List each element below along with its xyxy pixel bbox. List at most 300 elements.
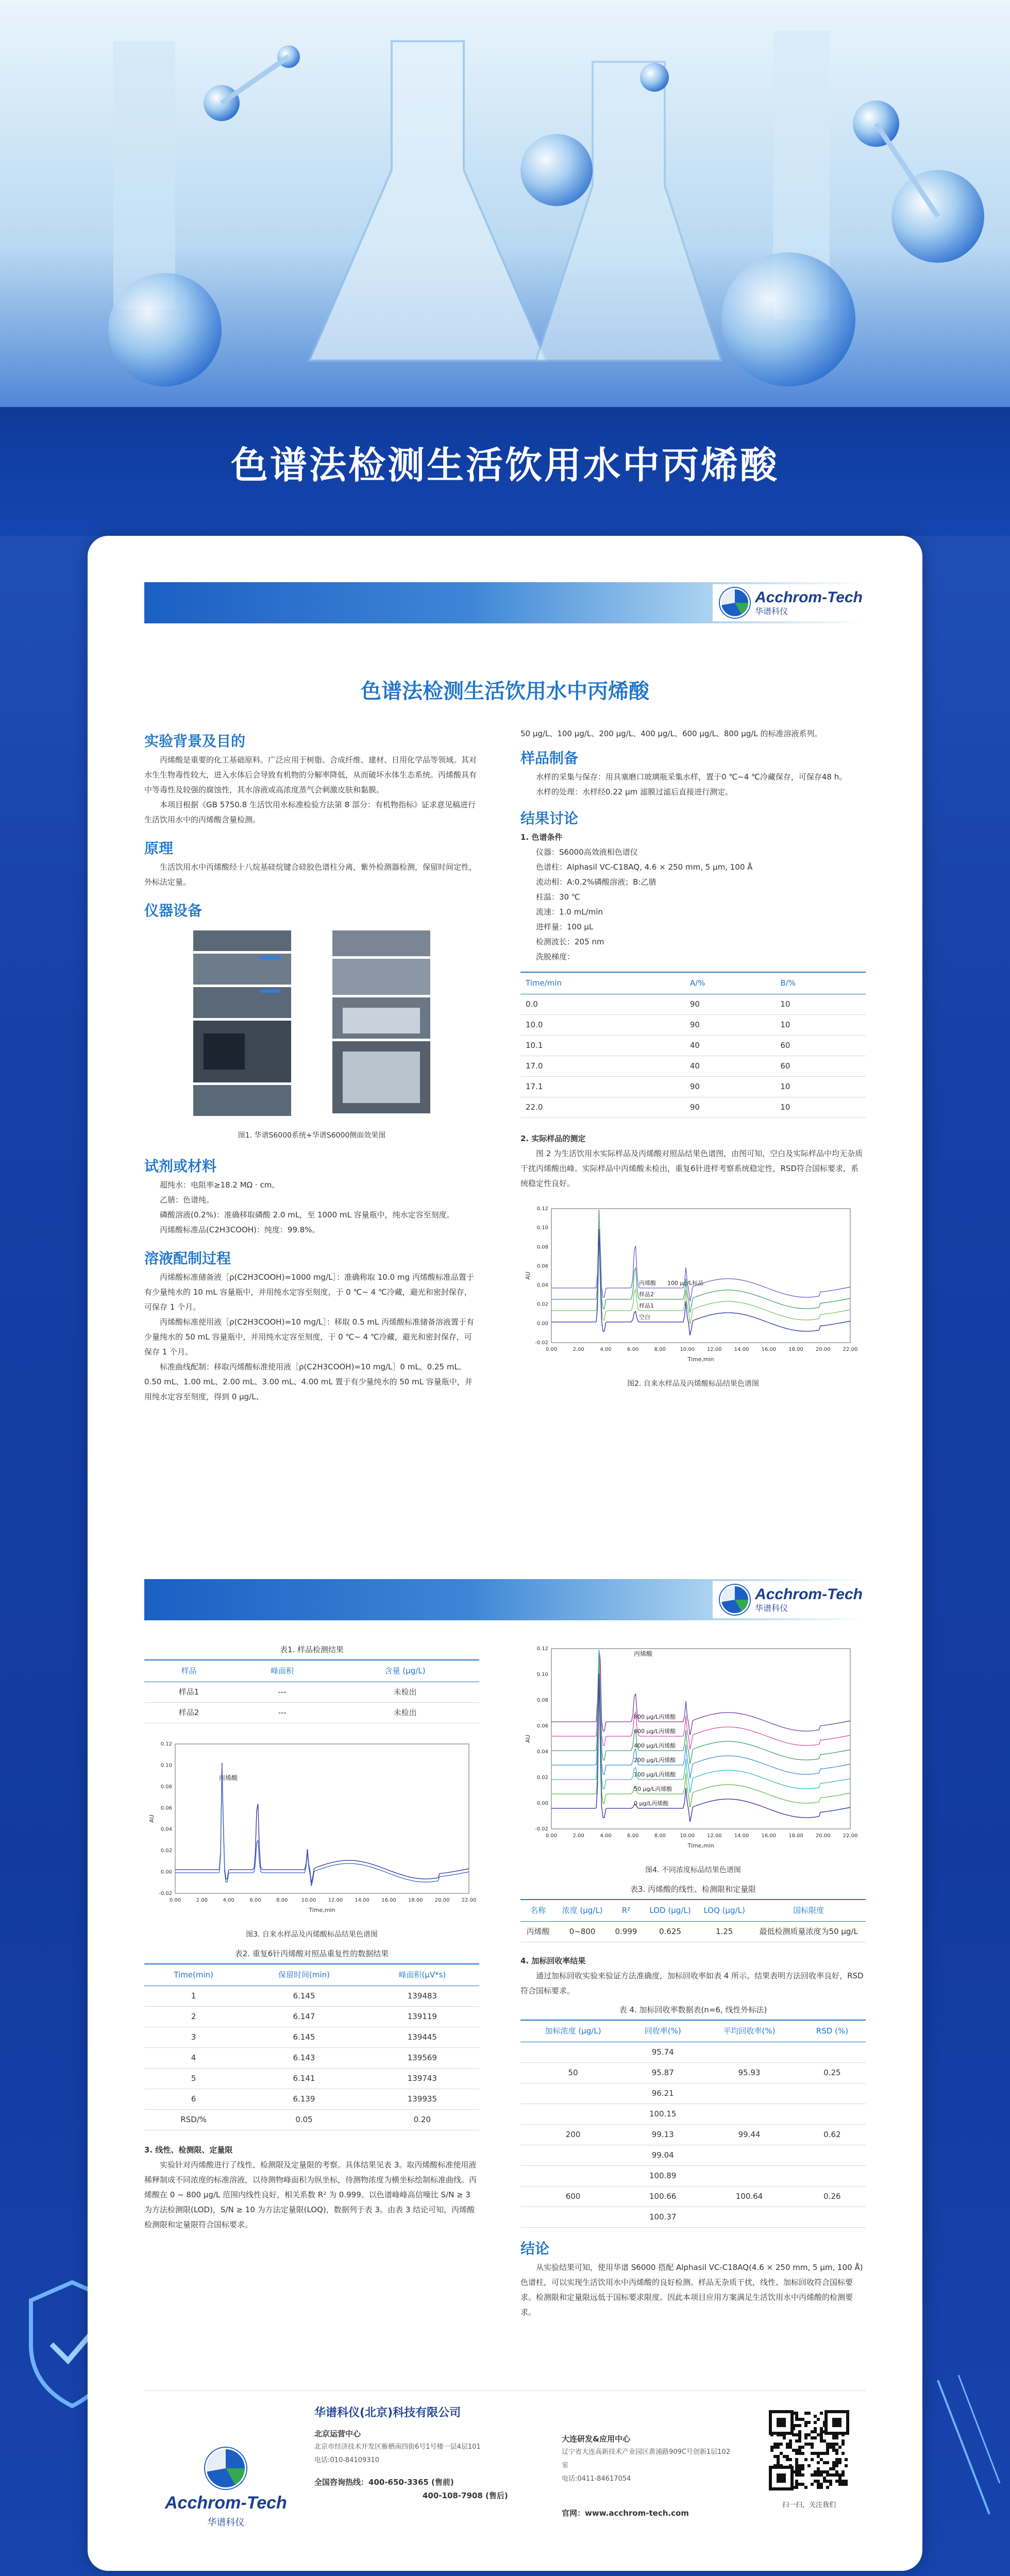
table-cell: 未检出 <box>331 1703 479 1723</box>
x-axis-label: Time,min <box>309 1907 335 1913</box>
table-cell: --- <box>233 1703 331 1723</box>
gradient-table <box>520 972 866 1118</box>
heading-instrument: 仪器设备 <box>144 902 203 919</box>
x-tick-label: 18.00 <box>788 1833 803 1839</box>
y-tick-label: 0.00 <box>160 1869 172 1875</box>
table-row <box>520 2187 866 2207</box>
table-cell: 99.13 <box>626 2125 700 2145</box>
table-cell: 99.44 <box>700 2125 799 2145</box>
right-column-1 <box>520 726 866 1392</box>
hero-image <box>0 0 1010 412</box>
fig4-caption: 图4. 不同浓度标品结果色谱图 <box>645 1866 741 1874</box>
x-tick-label: 16.00 <box>761 1347 777 1352</box>
x-tick-label: 10.00 <box>680 1833 695 1839</box>
table3-title: 表3. 丙烯酸的线性、检测限和定量限 <box>630 1885 756 1894</box>
table-row <box>520 1097 866 1118</box>
series-label: 丙烯酸 <box>639 1280 656 1286</box>
table-cell <box>799 2104 866 2125</box>
heading-solution: 溶液配制过程 <box>144 1250 231 1267</box>
table-cell: 最低检测质量浓度为50 μg/L <box>751 1922 866 1942</box>
y-axis-label: AU <box>525 1735 531 1743</box>
dalian-address: 辽宁省大连高新技术产业园区黄浦路909C号创新1层102室 <box>562 2448 730 2469</box>
y-tick-label: 0.00 <box>536 1801 548 1806</box>
logo-icon <box>720 1585 750 1615</box>
reagent-item: 乙腈：色谱纯。 <box>160 1195 214 1205</box>
table-cell: 95.93 <box>700 2063 799 2083</box>
table-cell: 90 <box>685 1015 776 1036</box>
table-row <box>520 1056 866 1077</box>
y-tick-label: 0.00 <box>536 1320 548 1327</box>
y-tick-label: 0.10 <box>536 1672 548 1677</box>
x-tick-label: 10.00 <box>680 1347 695 1352</box>
table-cell: 10 <box>775 1077 866 1097</box>
table-cell: 0.625 <box>643 1922 697 1942</box>
series-label: 200 μg/L丙烯酸 <box>634 1757 676 1764</box>
peak-label: 丙烯酸 <box>634 1650 653 1657</box>
fig2-caption: 图2. 自来水样品及丙烯酸标品结果色谱图 <box>627 1380 759 1388</box>
table-header: LOQ (μg/L) <box>697 1900 751 1922</box>
brand-name-cn: 华谱科仪 <box>755 1603 788 1613</box>
website-label: 官网： <box>562 2509 585 2518</box>
table-row <box>520 1922 866 1942</box>
condition-item: 流动相：A:0.2%磷酸溶液；B:乙腈 <box>536 877 656 887</box>
table-cell <box>799 2145 866 2166</box>
subheading-sample-test: 2. 实际样品的测定 <box>520 1134 586 1143</box>
table-cell: 5 <box>144 2069 243 2089</box>
table-row <box>520 994 866 1015</box>
condition-item: 检测波长：205 nm <box>536 937 604 946</box>
condition-item: 仪器：S6000高效液相色谱仪 <box>536 848 638 857</box>
table-row <box>144 1682 479 1703</box>
x-tick-label: 6.00 <box>249 1897 261 1903</box>
footer-dalian <box>562 2432 732 2520</box>
header-bar-2 <box>144 1579 866 1620</box>
footer-logo <box>165 2448 287 2529</box>
reagent-item: 超纯水：电阻率≥18.2 MΩ · cm。 <box>160 1180 280 1190</box>
y-tick-label: 0.02 <box>536 1775 548 1781</box>
x-tick-label: 8.00 <box>654 1347 666 1352</box>
table-cell: 0.20 <box>365 2110 479 2130</box>
heading-results: 结果讨论 <box>520 810 579 827</box>
table-cell: 139119 <box>365 2007 479 2027</box>
table-header: 保留时间(min) <box>243 1964 365 1986</box>
brand-name-cn: 华谱科仪 <box>207 2517 245 2528</box>
table-row <box>144 1703 479 1723</box>
series-label: 400 μg/L丙烯酸 <box>634 1742 676 1749</box>
series-label: 800 μg/L丙烯酸 <box>634 1714 676 1720</box>
table-header: Time(min) <box>144 1964 243 1986</box>
x-tick-label: 18.00 <box>788 1347 803 1352</box>
table-cell: 50 <box>520 2063 626 2083</box>
table2 <box>144 1963 479 2130</box>
peak-label: 丙烯酸 <box>219 1774 238 1782</box>
heading-conclusion: 结论 <box>520 2240 550 2257</box>
table-row <box>520 2145 866 2166</box>
x-tick-label: 8.00 <box>276 1897 288 1903</box>
table-cell: 99.04 <box>626 2145 700 2166</box>
series-label: 样品1 <box>639 1302 654 1309</box>
table-row <box>520 1015 866 1036</box>
instrument-images <box>144 925 479 1121</box>
table-cell <box>700 2166 799 2187</box>
table-cell: 90 <box>685 1077 776 1097</box>
subheading-linearity: 3. 线性、检测限、定量限 <box>144 2145 233 2155</box>
table-cell: 17.1 <box>520 1077 685 1097</box>
x-tick-label: 2.00 <box>573 1833 584 1839</box>
table-header: 含量 (μg/L) <box>331 1660 479 1682</box>
table-cell: 未检出 <box>331 1682 479 1703</box>
qr-code-icon[interactable] <box>765 2406 853 2494</box>
y-tick-label: -0.02 <box>535 1826 548 1832</box>
series-line <box>551 1650 850 1750</box>
left-column-1 <box>144 726 479 1404</box>
x-tick-label: 4.00 <box>600 1347 612 1352</box>
poster-card <box>88 536 922 2571</box>
table-cell: 100.89 <box>626 2166 700 2187</box>
table-cell: 0.999 <box>609 1922 643 1942</box>
x-tick-label: 4.00 <box>223 1897 234 1903</box>
y-tick-label: 0.10 <box>536 1225 548 1231</box>
brand-logo <box>713 584 866 621</box>
solution-text-1: 丙烯酸标准储备液［ρ(C2H3COOH)=1000 mg/L］：准确称取 10.0 mg 丙烯酸标准品置于有少量纯水的 10 mL 容量瓶中，并用纯水定容至刻度，于 0 ℃~ 4 ℃冷藏，避光和密封保存，可保存 1 个月。 <box>144 1273 474 1312</box>
y-tick-label: 0.06 <box>160 1805 172 1811</box>
heading-sample: 样品制备 <box>520 750 579 767</box>
solution-text-4: 50 μg/L、100 μg/L、200 μg/L、400 μg/L、600 μg/L、800 μg/L 的标准溶液系列。 <box>520 729 822 738</box>
brand-name-en: Acchrom-Tech <box>165 2493 287 2513</box>
principle-text: 生活饮用水中丙烯酸经十八烷基硅烷键合硅胶色谱柱分离，紫外检测器检测，保留时间定性，外标法定量。 <box>144 862 477 887</box>
fig4-chromatogram <box>520 1638 861 1855</box>
x-tick-label: 12.00 <box>328 1897 343 1903</box>
y-tick-label: 0.08 <box>536 1698 548 1703</box>
x-tick-label: 14.00 <box>355 1897 370 1903</box>
table-header: 名称 <box>520 1900 556 1922</box>
background-text-1: 丙烯酸是重要的化工基础原料。广泛应用于树脂、合成纤维、建材、日用化学品等领域。其对水生生物毒性较大，进入水体后会导致有机物的分解率降低，从而破坏水体生态系统。丙烯酸具有中等毒性及较强的腐蚀性，其水溶液或高浓度蒸气会刺激皮肤和黏膜。 <box>144 755 477 794</box>
x-tick-label: 6.00 <box>627 1833 639 1839</box>
table-cell: 200 <box>520 2125 626 2145</box>
series-label: 100 μg/L丙烯酸 <box>634 1771 676 1778</box>
x-tick-label: 20.00 <box>815 1347 831 1352</box>
heading-principle: 原理 <box>144 840 174 857</box>
table-cell: 139935 <box>365 2089 479 2110</box>
x-tick-label: 0.00 <box>545 1833 558 1839</box>
table-cell: 0.0 <box>520 994 685 1015</box>
table-cell: 100.37 <box>626 2207 700 2228</box>
dalian-title: 大连研发&应用中心 <box>562 2434 631 2444</box>
brand-name-cn: 华谱科仪 <box>755 606 788 616</box>
table-cell: 90 <box>685 994 776 1015</box>
x-tick-label: 14.00 <box>734 1347 749 1352</box>
fig1-caption: 图1. 华谱S6000系统+华谱S6000侧面效果图 <box>238 1131 386 1140</box>
background-text-2: 本项目根据《GB 5750.8 生活饮用水标准检验方法第 8 部分：有机物指标》证求意见稿进行生活饮用水中的丙烯酸含量检测。 <box>144 800 476 824</box>
x-tick-label: 20.00 <box>815 1833 831 1839</box>
condition-item: 洗脱梯度： <box>536 952 575 961</box>
table-cell: 96.21 <box>626 2083 700 2104</box>
poster-title: 色谱法检测生活饮用水中丙烯酸 <box>361 680 649 703</box>
x-tick-label: 2.00 <box>196 1897 208 1903</box>
table-cell: 0.05 <box>243 2110 365 2130</box>
series-line <box>551 1210 850 1301</box>
table-cell: 6 <box>144 2089 243 2110</box>
left-column-2 <box>144 1638 479 2232</box>
qr-caption: 扫一扫，关注我们 <box>782 2501 836 2509</box>
recovery-text: 通过加标回收实验来验证方法准确度，加标回收率如表 4 所示。结果表明方法回收率良好，RSD 符合国标要求。 <box>520 1971 864 1995</box>
table-cell: 0.26 <box>799 2187 866 2207</box>
x-tick-label: 12.00 <box>707 1347 722 1352</box>
sample-text-2: 水样的处理：水样经0.22 μm 滤膜过滤后直接进行测定。 <box>536 787 733 796</box>
table-cell <box>520 2104 626 2125</box>
footer-beijing <box>314 2406 531 2502</box>
table-header: 峰面积 <box>233 1660 331 1682</box>
plot-frame <box>551 1209 850 1343</box>
fig2-chromatogram <box>520 1198 861 1368</box>
fig3-caption: 图3. 自来水样品及丙烯酸标品结果色谱图 <box>246 1930 378 1939</box>
table-cell: 6.139 <box>243 2089 365 2110</box>
conclusion-text: 从实验结果可知，使用华谱 S6000 搭配 Alphasil VC-C18AQ(4.6 × 250 mm, 5 μm, 100 Å)色谱柱，可以实现生活饮用水中丙烯酸的良好检测。样品无杂质干扰，线性、加标回收符合国标要求。检测限和定量限远低于国标要求限度。因此本项目应用方案满足生活饮用水中丙烯酸的检测要求。 <box>520 2263 863 2317</box>
solution-text-2: 丙烯酸标准使用液［ρ(C2H3COOH)=10 mg/L］：移取 0.5 mL 丙烯酸标准储备溶液置于有少量纯水的 50 mL 容量瓶中，并用纯水定容至刻度，于 0 ℃~ 4 ℃冷藏，避光和密封保存，可保存 1 个月。 <box>144 1317 475 1357</box>
x-tick-label: 22.00 <box>461 1897 477 1903</box>
table-row <box>520 1036 866 1056</box>
table-cell: 6.147 <box>243 2007 365 2027</box>
x-tick-label: 20.00 <box>434 1897 450 1903</box>
hotline-label: 全国咨询热线： <box>314 2478 369 2487</box>
condition-item: 色谱柱：Alphasil VC-C18AQ, 4.6 × 250 mm, 5 μm, 100 Å <box>536 862 753 872</box>
table-cell: 10.1 <box>520 1036 685 1056</box>
table-cell: 100.15 <box>626 2104 700 2125</box>
table-cell: 100.66 <box>626 2187 700 2207</box>
lab-glassware-illustration <box>0 0 1010 412</box>
brand-logo <box>713 1581 866 1618</box>
table-header: R² <box>609 1900 643 1922</box>
y-axis-label: AU <box>148 1815 155 1823</box>
y-tick-label: 0.04 <box>536 1282 548 1289</box>
condition-item: 进样量：100 μL <box>536 922 594 931</box>
table-cell: 22.0 <box>520 1097 685 1118</box>
table-cell: 10 <box>775 1097 866 1118</box>
table-cell: 6.145 <box>243 2027 365 2048</box>
sample-test-text: 图 2 为生活饮用水实际样品及丙烯酸对照品结果色谱图，由图可知，空白及实际样品中均无杂质干扰丙烯酸出峰。实际样品中丙烯酸未检出，重复6针进样考察系统稳定性，RSD符合国标要求，系统稳定性良好。 <box>520 1149 863 1188</box>
table-header: 平均回收率(%) <box>700 2020 799 2042</box>
table-cell: 1 <box>144 1986 243 2007</box>
y-tick-label: 0.04 <box>160 1826 172 1833</box>
logo-icon <box>205 2448 246 2489</box>
sample-text-1: 水样的采集与保存：用具塞磨口玻璃瓶采集水样，置于0 ℃~4 ℃冷藏保存，可保存48 h。 <box>536 772 847 782</box>
table-row <box>144 2007 479 2027</box>
table4-title: 表 4. 加标回收率数据表(n=6, 线性外标法) <box>619 2005 767 2014</box>
table-cell: 0~800 <box>556 1922 609 1942</box>
table-cell <box>700 2207 799 2228</box>
table-row <box>520 2063 866 2083</box>
lines-decoration <box>928 2370 1005 2524</box>
series-label: 50 μg/L丙烯酸 <box>634 1786 672 1792</box>
table-row <box>520 2104 866 2125</box>
table-cell: 95.87 <box>626 2063 700 2083</box>
x-tick-label: 22.00 <box>843 1347 858 1352</box>
table-row <box>144 1986 479 2007</box>
table-cell: 60 <box>775 1036 866 1056</box>
table-header: 样品 <box>144 1660 233 1682</box>
x-tick-label: 18.00 <box>408 1897 423 1903</box>
series-line <box>551 1650 850 1778</box>
solution-text-3: 标准曲线配制：移取丙烯酸标准使用液［ρ(C2H3COOH)=10 mg/L］0 mL、0.25 mL、0.50 mL、1.00 mL、2.00 mL、3.00 mL、4.00 mL 置于有少量纯水的 50 mL 容量瓶中，并用纯水定容至刻度，得到 0 μg/L、 <box>144 1362 473 1401</box>
table-cell: 丙烯酸 <box>520 1922 556 1942</box>
reagent-item: 磷酸溶液(0.2%)：准确移取磷酸 2.0 mL，至 1000 mL 容量瓶中，纯水定容至刻度。 <box>160 1210 454 1219</box>
table-row <box>144 2027 479 2048</box>
x-tick-label: 6.00 <box>627 1347 639 1352</box>
table-row <box>144 2110 479 2130</box>
y-tick-label: 0.12 <box>160 1741 172 1747</box>
table-cell: 6.143 <box>243 2048 365 2069</box>
series-label: 样品2 <box>639 1291 654 1298</box>
table3 <box>520 1899 866 1942</box>
table-cell <box>520 2145 626 2166</box>
table-header: RSD (%) <box>799 2020 866 2042</box>
table-cell: 139743 <box>365 2069 479 2089</box>
table-cell: 2 <box>144 2007 243 2027</box>
reagent-item: 丙烯酸标准品(C2H3COOH)：纯度：99.8%。 <box>160 1225 320 1234</box>
x-tick-label: 22.00 <box>843 1833 858 1839</box>
x-tick-label: 2.00 <box>573 1347 584 1352</box>
table-cell <box>520 2207 626 2228</box>
table-cell: 0.62 <box>799 2125 866 2145</box>
x-tick-label: 16.00 <box>761 1833 777 1839</box>
y-tick-label: 0.06 <box>536 1723 548 1729</box>
logo-icon <box>720 588 750 618</box>
table-row <box>144 2048 479 2069</box>
table-row <box>144 2089 479 2110</box>
table-cell <box>700 2104 799 2125</box>
table-cell: 样品2 <box>144 1703 233 1723</box>
table4 <box>520 2020 866 2228</box>
subheading-conditions: 1. 色谱条件 <box>520 833 563 842</box>
table-row <box>520 2166 866 2187</box>
y-tick-label: 0.10 <box>160 1762 172 1769</box>
brand-name-en: Acchrom-Tech <box>755 589 863 606</box>
x-axis-label: Time,min <box>687 1356 714 1363</box>
table-header: LOD (μg/L) <box>643 1900 697 1922</box>
x-tick-label: 12.00 <box>707 1833 722 1839</box>
series-line <box>551 1218 850 1324</box>
y-tick-label: 0.08 <box>536 1244 548 1250</box>
table-cell <box>799 2083 866 2104</box>
table-cell: RSD/% <box>144 2110 243 2130</box>
company-name: 华谱科仪(北京)科技有限公司 <box>314 2406 461 2419</box>
x-tick-label: 4.00 <box>600 1833 612 1839</box>
table-header: 浓度 (μg/L) <box>556 1900 609 1922</box>
table-cell: 10.0 <box>520 1015 685 1036</box>
table-row <box>144 2069 479 2089</box>
table-cell <box>700 2042 799 2063</box>
hplc-front-image <box>183 925 301 1121</box>
table-cell <box>799 2166 866 2187</box>
x-tick-label: 8.00 <box>654 1833 666 1839</box>
x-axis-label: Time,min <box>687 1842 714 1849</box>
table-cell: 40 <box>685 1056 776 1077</box>
beijing-address: 北京市经济技术开发区雁栖南四街6号1号楼一层4层101 <box>314 2443 481 2451</box>
y-tick-label: 0.06 <box>536 1263 548 1269</box>
table-cell: --- <box>233 1682 331 1703</box>
series-line <box>551 1650 850 1735</box>
subheading-recovery: 4. 加标回收率结果 <box>520 1956 586 1965</box>
y-tick-label: -0.02 <box>535 1340 548 1346</box>
table-cell: 0.25 <box>799 2063 866 2083</box>
website-link[interactable]: www.acchrom-tech.com <box>585 2509 689 2518</box>
table-cell <box>799 2042 866 2063</box>
table-row <box>520 2125 866 2145</box>
right-column-2 <box>520 1638 866 2320</box>
table-header: 回收率(%) <box>626 2020 700 2042</box>
table-header: A/% <box>685 972 776 994</box>
table-row <box>520 2083 866 2104</box>
x-tick-label: 14.00 <box>734 1833 749 1839</box>
table-row <box>520 2207 866 2228</box>
hotline-aftersale: 400-108-7908 (售后) <box>423 2491 508 2500</box>
plot-frame <box>551 1649 850 1829</box>
linearity-text: 实验针对丙烯酸进行了线性、检测限及定量限的考察。具体结果见表 3。取丙烯酸标准使用液稀释制成不同浓度的标准溶液，以待测物峰面积为纵坐标，待测物浓度为横坐标绘制标准曲线。丙烯酸在 0 ~ 800 μg/L 范围内线性良好，相关系数 R² 为 0.999。以色谱峰峰高信噪比 S/N ≥ 3 为方法检测限(LOD)，S/N ≥ 10 为方法定量限(LOQ)，数据列于表 3。由表 3 结论可知，丙烯酸检测限和定量限符合国标要求。 <box>144 2160 477 2229</box>
table-cell: 40 <box>685 1036 776 1056</box>
dalian-phone: 电话:0411-84617054 <box>562 2475 631 2483</box>
hplc-side-image <box>322 925 441 1121</box>
footer <box>144 2391 866 2561</box>
table-cell <box>700 2083 799 2104</box>
series-line <box>551 1650 850 1764</box>
table-cell: 10 <box>775 1015 866 1036</box>
fig3-chromatogram <box>144 1734 479 1919</box>
condition-item: 流速：1.0 mL/min <box>536 907 603 917</box>
table-cell <box>799 2207 866 2228</box>
table-cell: 90 <box>685 1097 776 1118</box>
brand-name-en: Acchrom-Tech <box>755 1586 863 1603</box>
table-cell: 139445 <box>365 2027 479 2048</box>
y-tick-label: 0.12 <box>536 1646 548 1652</box>
table-cell: 6.145 <box>243 1986 365 2007</box>
x-tick-label: 0.00 <box>545 1347 558 1352</box>
table1-title: 表1. 样品检测结果 <box>279 1645 344 1654</box>
table-cell: 95.74 <box>626 2042 700 2063</box>
table-cell <box>700 2145 799 2166</box>
table-header: B/% <box>775 972 866 994</box>
table-cell <box>520 2083 626 2104</box>
table-cell: 139483 <box>365 1986 479 2007</box>
table-header: Time/min <box>520 972 685 994</box>
series-label: 0 μg/L丙烯酸 <box>634 1800 669 1807</box>
table-cell: 10 <box>775 994 866 1015</box>
table-header: 国标限度 <box>751 1900 866 1922</box>
table2-title: 表2. 重复6针丙烯酸对照品重复性的数据结果 <box>234 1949 389 1958</box>
heading-background: 实验背景及目的 <box>144 733 246 750</box>
series-label-extra: 100 μg/L标品 <box>667 1280 704 1286</box>
table-cell: 6.141 <box>243 2069 365 2089</box>
y-axis-label: AU <box>525 1272 531 1280</box>
table-row <box>520 1077 866 1097</box>
heading-reagents: 试剂或材料 <box>144 1158 217 1175</box>
y-tick-label: 0.02 <box>160 1848 172 1854</box>
table-cell <box>520 2166 626 2187</box>
table-cell: 3 <box>144 2027 243 2048</box>
table-cell: 样品1 <box>144 1682 233 1703</box>
beijing-phone: 电话:010-84109310 <box>314 2456 380 2464</box>
table-cell: 4 <box>144 2048 243 2069</box>
y-tick-label: 0.08 <box>160 1784 172 1790</box>
table-header: 加标浓度 (μg/L) <box>520 2020 626 2042</box>
table-cell: 600 <box>520 2187 626 2207</box>
table-cell: 1.25 <box>697 1922 751 1942</box>
x-tick-label: 0.00 <box>169 1897 181 1903</box>
banner-title: 色谱法检测生活饮用水中丙烯酸 <box>230 444 779 487</box>
x-tick-label: 16.00 <box>381 1897 396 1903</box>
series-label: 600 μg/L丙烯酸 <box>634 1728 676 1735</box>
y-tick-label: -0.02 <box>159 1891 172 1896</box>
condition-item: 柱温：30 ℃ <box>536 892 580 902</box>
